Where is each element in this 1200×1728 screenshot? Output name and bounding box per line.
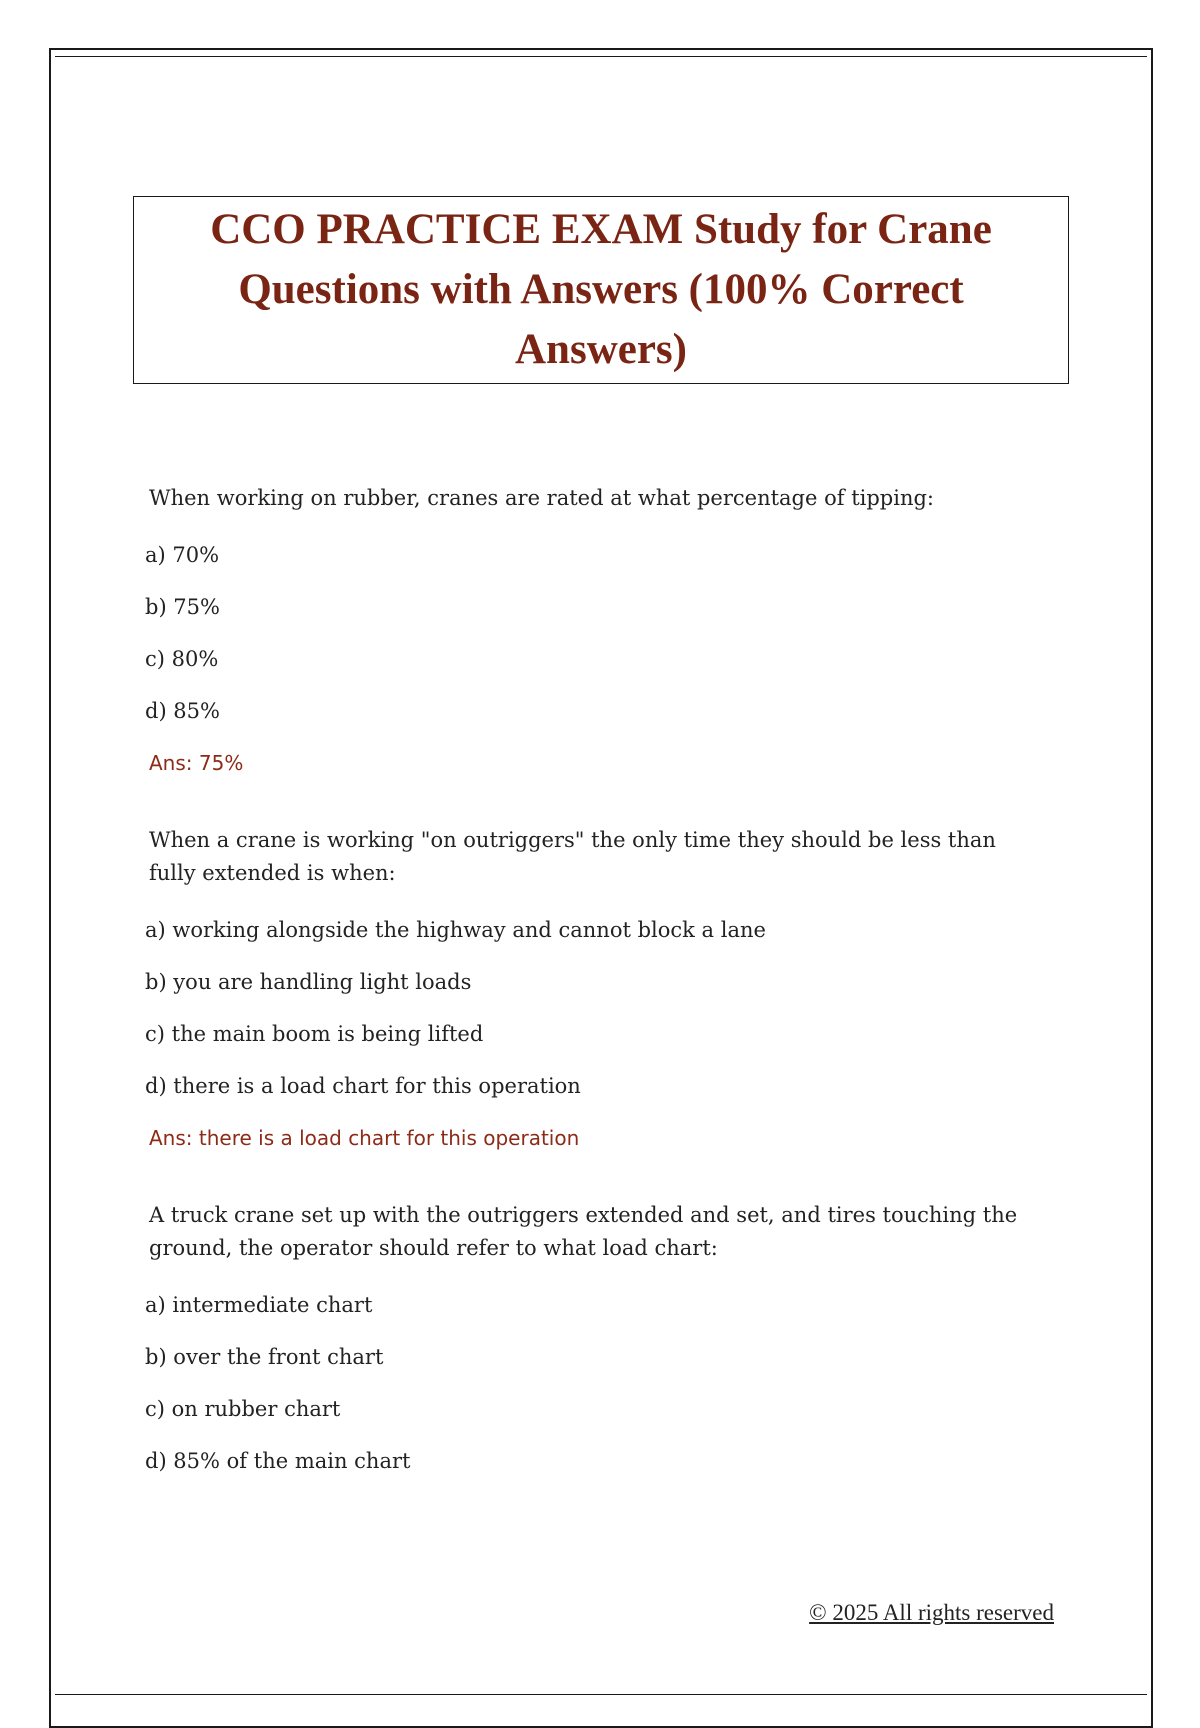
option-a: a) working alongside the highway and cannot block a lane [145,918,766,942]
option-c: c) on rubber chart [145,1397,341,1421]
option-d: d) 85% [145,699,220,723]
page-border-top-rule [55,56,1147,57]
question-block-2 [145,824,1045,1155]
answer-text: Ans: there is a load chart for this operation [149,1126,580,1150]
option-c: c) 80% [145,647,219,671]
question-list [145,482,1045,1522]
option-a: a) intermediate chart [145,1293,373,1317]
option-b: b) 75% [145,595,220,619]
option-d: d) there is a load chart for this operation [145,1074,581,1098]
option-b: b) you are handling light loads [145,970,472,994]
option-b: b) over the front chart [145,1345,384,1369]
question-block-3 [145,1199,1045,1478]
question-text: When working on rubber, cranes are rated at what percentage of tipping: [149,486,934,510]
title-box [133,196,1069,384]
page-border-bottom-rule [55,1694,1147,1695]
copyright-footer: © 2025 All rights reserved [809,1600,1054,1625]
document-title: CCO PRACTICE EXAM Study for Crane Questions with Answers (100% Correct Answers) [210,206,992,373]
question-text: When a crane is working "on outriggers" the only time they should be less than fully extended is when: [149,828,996,885]
question-block-1 [145,482,1045,780]
question-text: A truck crane set up with the outriggers extended and set, and tires touching the ground, the operator should refer to what load chart: [149,1203,1018,1260]
answer-text: Ans: 75% [149,751,244,775]
option-d: d) 85% of the main chart [145,1449,411,1473]
option-c: c) the main boom is being lifted [145,1022,484,1046]
option-a: a) 70% [145,543,220,567]
